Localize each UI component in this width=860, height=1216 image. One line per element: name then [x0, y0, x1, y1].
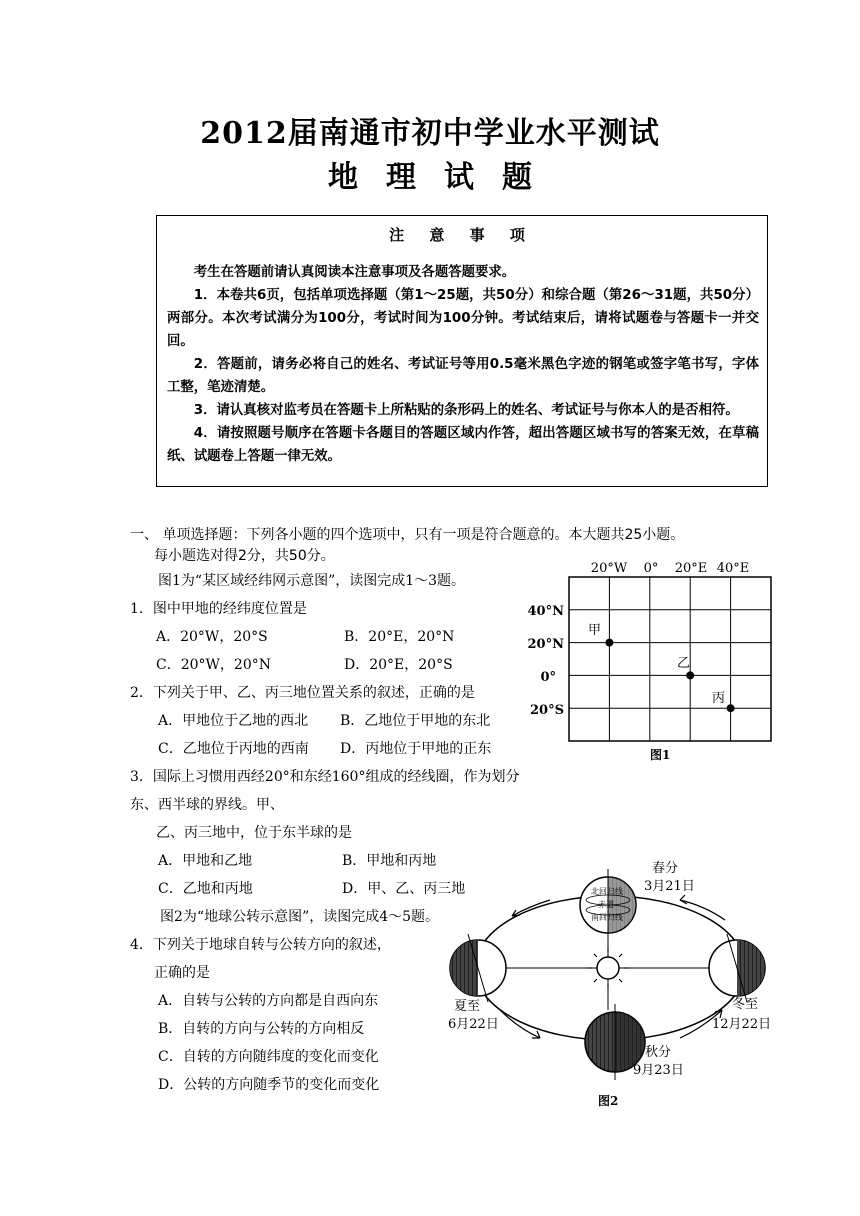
- subject-char: 地: [328, 160, 358, 195]
- notice-heading: 注 意 事 项: [389, 226, 535, 244]
- exam-title: 2012届南通市初中学业水平测试: [200, 116, 660, 151]
- spring-date: 3月21日: [644, 879, 695, 894]
- q1-option-c: C．20°W，20°N: [156, 657, 271, 673]
- lat-label: 20°S: [530, 703, 564, 718]
- q3-option-b: B．甲地和丙地: [342, 853, 437, 869]
- globe-label: 南回归线: [591, 913, 623, 922]
- subject-char: 题: [502, 160, 532, 195]
- globe-summer-icon: [450, 934, 506, 1002]
- globe-label: 赤道: [598, 900, 614, 909]
- q3-option-a: A．甲地和乙地: [158, 853, 253, 869]
- lon-label: 0°: [643, 561, 659, 576]
- summer-label: 夏至: [454, 999, 481, 1014]
- lat-label: 0°: [540, 670, 556, 685]
- q4-option-d: D．公转的方向随季节的变化而变化: [158, 1077, 380, 1093]
- section-heading: 一、 单项选择题：下列各小题的四个选项中，只有一项是符合题意的。本大题共25小题。: [130, 527, 685, 543]
- point-jia: [605, 639, 613, 647]
- q2-stem: 2．下列关于甲、乙、丙三地位置关系的叙述，正确的是: [130, 685, 475, 701]
- lon-label: 20°E: [674, 561, 708, 576]
- lat-label: 40°N: [527, 604, 564, 619]
- point-label: 乙: [677, 656, 691, 671]
- figure-1-grid: [520, 555, 780, 765]
- q4-option-b: B．自转的方向与公转的方向相反: [158, 1021, 365, 1037]
- q3-option-c: C．乙地和丙地: [158, 881, 253, 897]
- point-yi: [686, 671, 694, 679]
- q3-stem-cont: 东、西半球的界线。甲、: [130, 797, 284, 813]
- lon-label: 40°E: [716, 561, 750, 576]
- globe-winter-icon: [709, 934, 765, 1002]
- figure-1-caption: 图1: [650, 748, 671, 762]
- section-heading-cont: 每小题选对得2分，共50分。: [154, 548, 335, 564]
- q2-option-a: A．甲地位于乙地的西北: [158, 713, 309, 729]
- fig1-intro: 图1为“某区域经纬网示意图”，读图完成1～3题。: [158, 573, 466, 589]
- q4-option-c: C．自转的方向随纬度的变化而变化: [158, 1049, 379, 1065]
- q1-option-b: B．20°E，20°N: [344, 629, 455, 645]
- spring-label: 春分: [652, 861, 679, 876]
- notice-item: 2．答题前，请务必将自己的姓名、考试证号等用0.5毫米黑色字迹的钢笔或签字笔书写，字体工整，笔迹清楚。: [167, 357, 759, 395]
- globe-label: 北回归线: [591, 887, 623, 896]
- q3-stem-cont: 乙、丙三地中，位于东半球的是: [156, 825, 352, 841]
- lat-label: 20°N: [527, 637, 564, 652]
- summer-date: 6月22日: [448, 1017, 499, 1032]
- q1-stem: 1．图中甲地的经纬度位置是: [130, 601, 307, 617]
- point-bing: [727, 704, 735, 712]
- q1-option-d: D．20°E，20°S: [344, 657, 453, 673]
- q3-option-d: D．甲、乙、丙三地: [342, 881, 466, 897]
- figure-2-caption: 图2: [598, 1094, 619, 1108]
- notice-intro: 考生在答题前请认真阅读本注意事项及各题答题要求。: [193, 265, 516, 280]
- q2-option-d: D．丙地位于甲地的正东: [340, 741, 492, 757]
- point-label: 丙: [712, 691, 726, 706]
- winter-label: 冬至: [732, 997, 759, 1012]
- fig2-intro: 图2为“地球公转示意图”，读图完成4～5题。: [160, 909, 440, 925]
- winter-date: 12月22日: [712, 1017, 772, 1032]
- notice-box: [156, 215, 768, 487]
- figure-2-revolution: [440, 860, 800, 1110]
- q4-stem-cont: 正确的是: [154, 965, 210, 981]
- autumn-date: 9月23日: [633, 1063, 684, 1078]
- notice-item: 1．本卷共6页，包括单项选择题（第1～25题，共50分）和综合题（第26～31题，共50分）两部分。本次考试满分为100分，考试时间为100分钟。考试结束后，请将试题卷与答题卡一并交回。: [167, 288, 759, 349]
- subject-char: 理: [386, 160, 416, 195]
- q4-option-a: A．自转与公转的方向都是自西向东: [158, 993, 379, 1009]
- point-label: 甲: [588, 623, 602, 638]
- subject-title: [0, 152, 860, 196]
- subject-char: 试: [444, 160, 474, 195]
- q4-stem: 4．下列关于地球自转与公转方向的叙述，: [130, 937, 391, 953]
- q3-stem: 3．国际上习惯用西经20°和东经160°组成的经线圈，作为划分: [130, 769, 520, 785]
- q2-option-c: C．乙地位于丙地的西南: [158, 741, 309, 757]
- autumn-label: 秋分: [645, 1045, 672, 1060]
- q1-option-a: A．20°W，20°S: [156, 629, 268, 645]
- notice-item: 4．请按照题号顺序在答题卡各题目的答题区域内作答，超出答题区域书写的答案无效，在草稿纸、试题卷上答题一律无效。: [167, 426, 759, 464]
- notice-item: 3．请认真核对监考员在答题卡上所粘贴的条形码上的姓名、考试证号与你本人的是否相符。: [193, 403, 739, 418]
- q2-option-b: B．乙地位于甲地的东北: [340, 713, 491, 729]
- lon-label: 20°W: [590, 561, 628, 576]
